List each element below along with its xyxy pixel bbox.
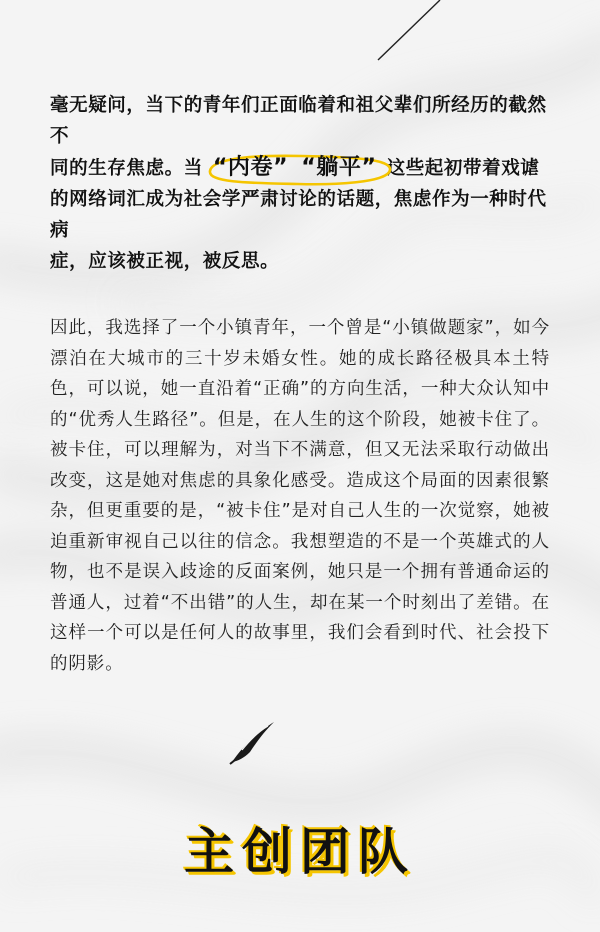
intro-line-3: 的网络词汇成为社会学严肃讨论的话题，焦虑作为一种时代病 — [50, 189, 547, 241]
intro-line-2 — [50, 152, 550, 184]
intro-line-1: 毫无疑问，当下的青年们正面临着和祖父辈们所经历的截然不 — [50, 95, 547, 147]
feather-icon — [228, 718, 278, 766]
intro-line-4: 症，应该被正视，被反思。 — [50, 251, 280, 272]
keyword-neijuan: “内卷” — [212, 155, 289, 180]
intro-line-2-post: 这些起初带着戏谑 — [386, 158, 540, 179]
director-statement: 因此，我选择了一个小镇青年，一个曾是“小镇做题家”，如今漂泊在大城市的三十岁未婚女性。她的成长路径极具本土特色，可以说，她一直沿着“正确”的方向生活，一种大众认知中的“优秀人生路径”。但是，在人生的这个阶段，她被卡住了。被卡住，可以理解为，对当下不满意，但又无法采取行动做出改变，这是她对焦虑的具象化感受。造成这个局面的因素很繁杂，但更重要的是，“被卡住”是对自己人生的一次觉察，她被迫重新审视自己以往的信念。我想塑造的不是一个英雄式的人物，也不是误入歧途的反面案例，她只是一个拥有普通命运的普通人，过着“不出错”的人生，却在某一个时刻出了差错。在这样一个可以是任何人的故事里，我们会看到时代、社会投下的阴影。 — [50, 318, 550, 674]
diagonal-line-icon — [0, 0, 600, 80]
keyword-tangping: “躺平” — [301, 155, 377, 180]
section-title-team: 主创团队 — [184, 823, 416, 881]
intro-paragraph — [50, 90, 550, 277]
intro-line-2-pre: 同的生存焦虑。当 — [50, 158, 203, 179]
keyword-highlight — [210, 152, 380, 184]
